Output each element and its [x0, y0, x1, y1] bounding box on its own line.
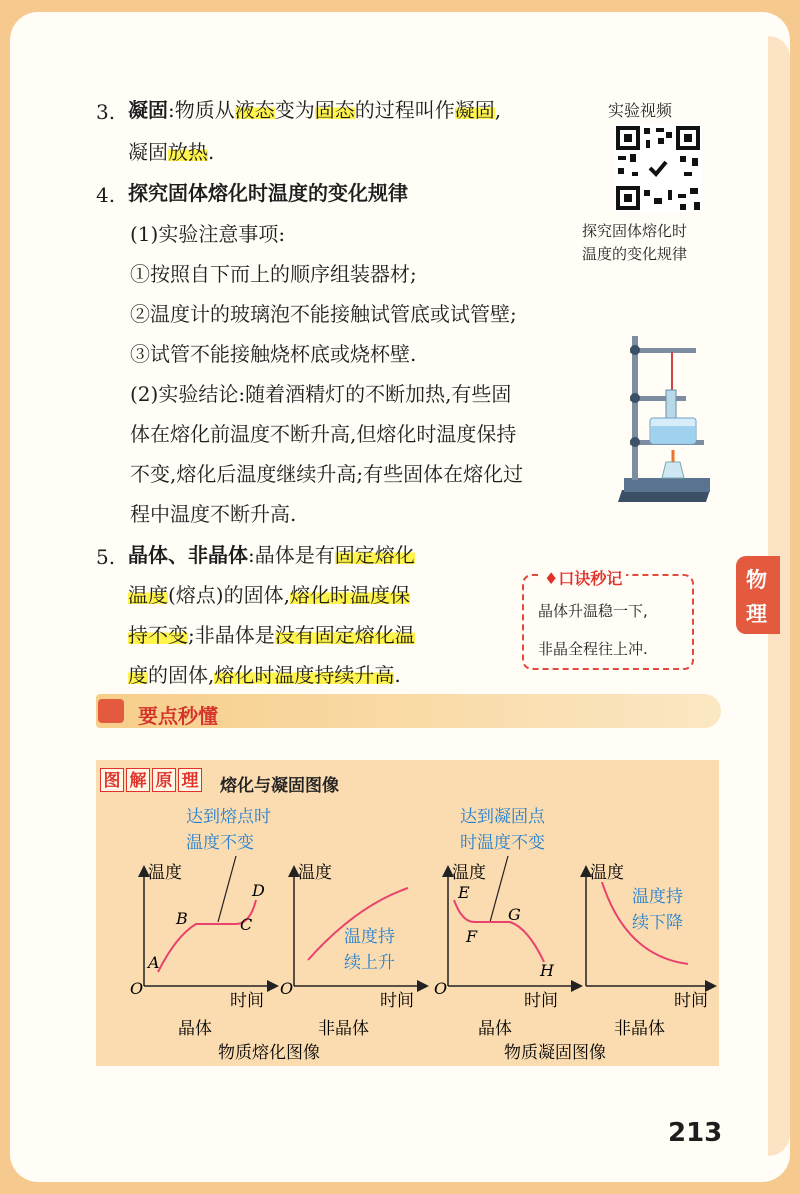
- subject-tab[interactable]: 物 理: [736, 556, 780, 634]
- axis-x-label: 时间: [524, 991, 558, 1011]
- amorphous-freeze-note-2: 续下降: [632, 913, 683, 933]
- axis-x-label: 时间: [230, 991, 264, 1011]
- axis-x-label: 时间: [380, 991, 414, 1011]
- crystal-label: 晶体: [178, 1019, 212, 1039]
- amorphous-freeze-note-1: 温度持: [632, 887, 683, 907]
- origin-label: O: [434, 979, 448, 998]
- item-number: 5.: [96, 545, 116, 569]
- axis-x-label: 时间: [674, 991, 708, 1011]
- item3-line1: 凝固:物质从液态变为固态的过程叫作凝固,: [128, 98, 502, 122]
- axis-y-label: 温度: [298, 863, 332, 883]
- axis-y-label: 温度: [590, 863, 624, 883]
- item5-line2: 温度(熔点)的固体,熔化时温度保: [128, 583, 410, 607]
- origin-label: O: [130, 979, 144, 998]
- item4-conclusion-3: 不变,熔化后温度继续升高;有些固体在熔化过: [130, 462, 524, 486]
- video-title: 实验视频: [608, 101, 673, 120]
- item4-sub1: (1)实验注意事项:: [130, 222, 286, 246]
- mnemonic-line-2: 非晶全程往上冲.: [538, 640, 648, 658]
- item4-conclusion-1: (2)实验结论:随着酒精灯的不断加热,有些固: [130, 382, 512, 406]
- melting-freezing-graphs: [96, 796, 719, 1066]
- item3-line2: 凝固放热.: [128, 140, 215, 164]
- point-label: F: [466, 927, 478, 946]
- annotation-melt-2: 温度不变: [186, 833, 254, 853]
- pencil-icon: [98, 699, 124, 723]
- annotation-melt-1: 达到熔点时: [186, 807, 271, 827]
- amorphous-label: 非晶体: [318, 1019, 369, 1039]
- experiment-apparatus-icon: [610, 330, 720, 506]
- point-label: D: [252, 881, 265, 900]
- item5-line4: 度的固体,熔化时温度持续升高.: [128, 663, 401, 687]
- point-label: A: [148, 953, 160, 972]
- item-number: 3.: [96, 100, 116, 124]
- page-number: 213: [668, 1118, 723, 1148]
- item4-note2: ②温度计的玻璃泡不能接触试管底或试管壁;: [130, 302, 517, 326]
- amorphous-melt-note-2: 续上升: [344, 953, 395, 973]
- point-label: C: [240, 915, 253, 934]
- point-label: E: [458, 883, 470, 902]
- mnemonic-line-1: 晶体升温稳一下,: [538, 602, 648, 620]
- caption-melt: 物质熔化图像: [218, 1043, 320, 1063]
- point-label: H: [540, 961, 554, 980]
- mnemonic-title: ♦口诀秒记: [540, 566, 626, 589]
- item4-title: 探究固体熔化时温度的变化规律: [128, 181, 408, 205]
- axis-y-label: 温度: [148, 863, 182, 883]
- origin-label: O: [280, 979, 294, 998]
- qr-code-icon[interactable]: [614, 124, 702, 212]
- item4-note3: ③试管不能接触烧杯底或烧杯壁.: [130, 342, 417, 366]
- point-label: B: [176, 909, 188, 928]
- point-label: G: [508, 905, 521, 924]
- video-caption-1: 探究固体熔化时: [582, 222, 688, 240]
- item4-conclusion-2: 体在熔化前温度不断升高,但熔化时温度保持: [130, 422, 517, 446]
- item4-note1: ①按照自下而上的顺序组装器材;: [130, 262, 417, 286]
- item5-line3: 持不变;非晶体是没有固定熔化温: [128, 623, 415, 647]
- crystal-label: 晶体: [478, 1019, 512, 1039]
- amorphous-melt-note-1: 温度持: [344, 927, 395, 947]
- annotation-freeze-2: 时温度不变: [460, 833, 545, 853]
- section-title: 要点秒懂: [138, 704, 218, 728]
- video-caption-2: 温度的变化规律: [582, 245, 688, 263]
- axis-y-label: 温度: [452, 863, 486, 883]
- amorphous-label: 非晶体: [614, 1019, 665, 1039]
- figure-title: 熔化与凝固图像: [220, 776, 339, 796]
- annotation-freeze-1: 达到凝固点: [460, 807, 545, 827]
- figure-tag: 图 解 原 理: [100, 768, 202, 792]
- item-number: 4.: [96, 183, 116, 207]
- item5-line1: 晶体、非晶体:晶体是有固定熔化: [128, 543, 415, 567]
- caption-freeze: 物质凝固图像: [504, 1043, 606, 1063]
- item4-conclusion-4: 程中温度不断升高.: [130, 502, 297, 526]
- bulb-icon: ♦: [544, 569, 559, 588]
